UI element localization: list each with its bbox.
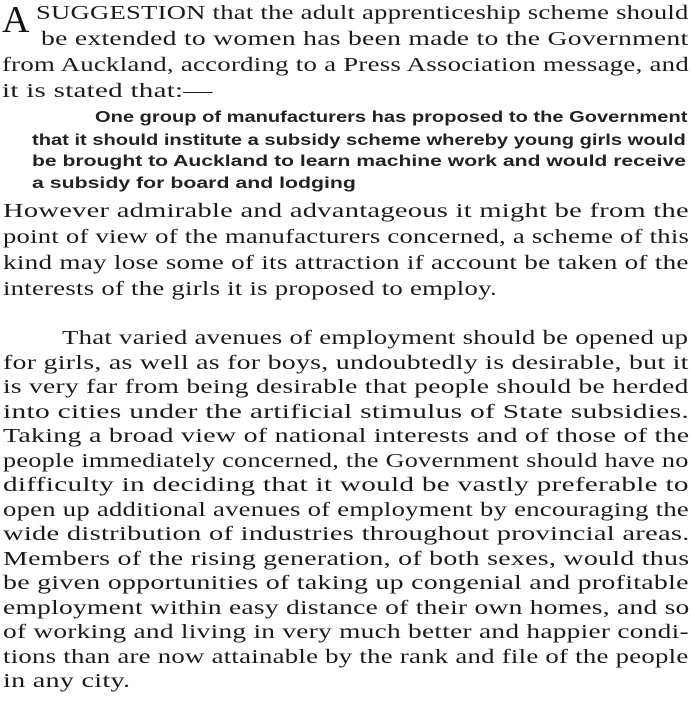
paragraph-line: be given opportunities of taking up congenial and profitable — [3, 572, 689, 594]
paragraph-line: difficulty in deciding that it would be vastly preferable to — [3, 474, 689, 496]
paragraph-line: Taking a broad view of national interests and of those of the — [3, 425, 690, 447]
paragraph-line: interests of the girls it is proposed to employ. — [3, 278, 497, 300]
intro-line: from Auckland, according to a Press Association message, and — [2, 54, 689, 76]
paragraph-line: Members of the rising generation, of both sexes, would thus — [3, 548, 690, 570]
paragraph-line: kind may lose some of its attraction if account be taken of the — [3, 252, 689, 274]
paragraph-line: wide distribution of industries throughout provincial areas. — [3, 523, 690, 545]
quote-line: One group of manufacturers has proposed to the Government — [95, 109, 688, 126]
paragraph-line: people immediately concerned, the Government should have no — [3, 450, 689, 472]
quote-line: a subsidy for board and lodging — [32, 175, 356, 192]
paragraph-line: employment within easy distance of their own homes, and so — [3, 597, 690, 619]
paragraph-line: into cities under the artificial stimulus of State subsidies. — [3, 401, 690, 423]
quote-line: that it should institute a subsidy scheme whereby young girls would — [32, 132, 686, 149]
drop-cap: A — [2, 0, 30, 41]
paragraph-line: That varied avenues of employment should be opened up — [62, 327, 689, 349]
paragraph-line: in any city. — [3, 670, 131, 692]
paragraph-line: However admirable and advantageous it might be from the — [3, 200, 689, 222]
intro-line: SUGGESTION that the adult apprenticeship scheme should — [36, 2, 689, 24]
intro-line: it is stated that:— — [2, 80, 213, 102]
paragraph-line: open up additional avenues of employment by encouraging the — [3, 499, 689, 521]
paragraph-line: tions than are now attainable by the rank and file of the people — [3, 646, 689, 668]
paragraph-line: point of view of the manufacturers concerned, a scheme of this — [3, 226, 690, 248]
paragraph-line: is very far from being desirable that people should be herded — [3, 376, 689, 398]
intro-line: be extended to women has been made to the Government — [41, 28, 689, 50]
quote-line: be brought to Auckland to learn machine work and would receive — [32, 153, 687, 170]
paragraph-line: of working and living in very much better and happier condi- — [3, 621, 689, 643]
paragraph-line: for girls, as well as for boys, undoubtedly is desirable, but it — [3, 352, 689, 374]
